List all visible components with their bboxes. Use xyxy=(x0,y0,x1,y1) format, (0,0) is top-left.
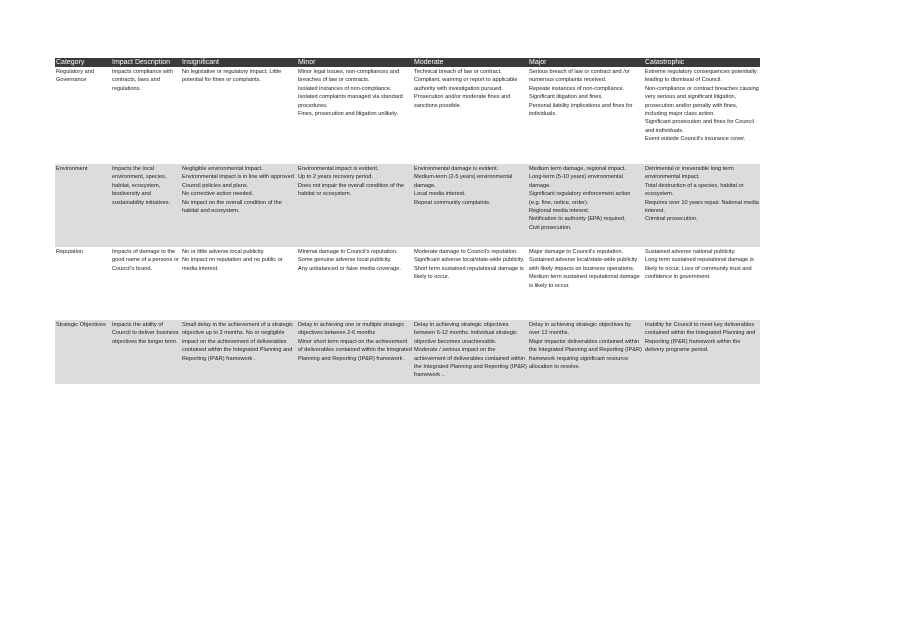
category-cell xyxy=(55,247,111,320)
cell-line: Extreme regulatory consequences potentially leading to dismissal of Council. xyxy=(645,69,757,84)
cell-line: Requires over 10 years repair. National media interest. xyxy=(645,199,759,215)
cell-line: Short term sustained reputational damage is likely to occur. xyxy=(414,265,524,281)
cell-line: Sustained adverse local/state-wide publicity with likely impacts on business operations. xyxy=(529,257,638,272)
minor-cell xyxy=(297,320,413,384)
insignificant-cell xyxy=(181,247,297,320)
cell-line: Local media interest. xyxy=(414,191,466,198)
cell-line: Major impactor deliverables contained within the Integrated Planning and Reporting (IP&R) framework requiring significant resource allocation to resolve. xyxy=(529,338,642,371)
header-catastrophic: Catastrophic xyxy=(644,58,760,67)
cell-line: Medium term sustained reputational damage is likely to occur. xyxy=(529,274,640,289)
table-row xyxy=(55,320,760,384)
cell-line: No or little adverse local publicity. xyxy=(182,249,265,255)
cell-line: Civil prosecution. xyxy=(529,224,572,231)
header-row xyxy=(55,58,760,67)
minor-cell xyxy=(297,247,413,320)
cell-line: Repeat community complaints. xyxy=(414,199,491,206)
cell-line: Impacts compliance with contracts, laws and regulations. xyxy=(112,69,173,92)
insignificant-cell xyxy=(181,67,297,164)
catastrophic-cell xyxy=(644,247,760,320)
cell-line: Sustained adverse national publicity. xyxy=(645,249,736,255)
category-cell xyxy=(55,320,111,384)
catastrophic-cell xyxy=(644,164,760,247)
category-cell xyxy=(55,67,111,164)
insignificant-cell xyxy=(181,164,297,247)
category-label: Reputation xyxy=(56,249,84,255)
moderate-cell xyxy=(413,320,528,384)
cell-line: Impacts the ability of Council to deliver business objectives the longer term. xyxy=(112,322,179,345)
cell-line: Moderate / serious impact on the achievement of deliverables contained within the Integrated Planning and Reporting (IP&R) framework .. xyxy=(414,347,527,379)
cell-line: Delay in achieving one or multiple strategic objectives between 2-6 months xyxy=(298,322,405,337)
cell-line: Long term sustained reputational damage is likely to occur. Loss of community trust and confidence in government. xyxy=(645,257,754,281)
cell-line: Notification to authority (EPA) required. xyxy=(529,216,626,223)
impact-cell xyxy=(111,320,181,384)
cell-line: Small delay in the achievement of a strategic objective up to 2 months. No or negligible impact on the achievement of deliverables contained within the Integrated Planning and Reporting (IP&R) framework . xyxy=(182,322,294,362)
cell-line: Personal liability implications and fines for individuals. xyxy=(529,102,633,118)
cell-line: Prosecution and/or moderate fines and sanctions possible. xyxy=(414,94,511,109)
category-cell xyxy=(55,164,111,247)
cell-line: No impact on the overall condition of the habitat and ecosystem. xyxy=(182,199,282,215)
cell-line: Repeate instances of non-compliance. xyxy=(529,85,625,92)
cell-line: No corrective action needed. xyxy=(182,191,254,198)
cell-line: Long-term (5-10 years) environmental damage. xyxy=(529,174,623,189)
insignificant-cell xyxy=(181,320,297,384)
header-major: Major xyxy=(528,58,644,67)
cell-line: No impact on reputation and no public or media interest. xyxy=(182,257,283,272)
cell-line: Up to 2 years recovery period. xyxy=(298,174,373,181)
table-row xyxy=(55,247,760,320)
cell-line: Technical breach of law or contract. xyxy=(414,69,502,75)
header-minor: Minor xyxy=(297,58,413,67)
moderate-cell xyxy=(413,164,528,247)
major-cell xyxy=(528,67,644,164)
cell-line: Impacts of damage to the good name of a persons or Council’s brand. xyxy=(112,249,179,272)
cell-line: Delay in achieving strategic objectives by over 12 months. xyxy=(529,322,631,337)
header-insignificant: Insignificant xyxy=(181,58,297,67)
minor-cell xyxy=(297,164,413,247)
category-label: Regulatory and Governance xyxy=(56,69,94,84)
cell-line: Delay in achieving strategic objectives between 6-12 months. individual strategic objective becomes unachievable. xyxy=(414,322,517,345)
cell-line: Medium term damage, regional impact. xyxy=(529,166,627,172)
category-label: Strategic Objectives xyxy=(56,322,106,328)
impact-cell xyxy=(111,164,181,247)
major-cell xyxy=(528,247,644,320)
catastrophic-cell xyxy=(644,320,760,384)
cell-line: Major damage to Council’s reputation. xyxy=(529,249,624,255)
cell-line: Medium-term (2-5 years) environmental damage. xyxy=(414,174,513,189)
header-category: Category xyxy=(55,58,111,67)
cell-line: Environmental impact is evident. xyxy=(298,166,379,172)
cell-line: Event outside Council’s insurance cover. xyxy=(645,136,746,143)
table-row xyxy=(55,67,760,164)
impact-cell xyxy=(111,67,181,164)
cell-line: Significant adverse local/state-wide publicity. xyxy=(414,257,525,264)
cell-line: Fines, prosecution and litigation unlikely. xyxy=(298,111,399,118)
cell-line: Significant regulatory enforcement action (e.g. fine, notice, order). xyxy=(529,191,631,206)
cell-line: Criminal prosecution. xyxy=(645,216,698,223)
catastrophic-cell xyxy=(644,67,760,164)
consequence-table xyxy=(55,58,760,384)
cell-line: Total destruction of a species, habitat or ecosystem. xyxy=(645,182,744,198)
cell-line: Any unbalanced or false media coverage. xyxy=(298,265,401,272)
cell-line: Moderate damage to Council’s reputation. xyxy=(414,249,518,255)
cell-line: Does not impair the overall condition of the habitat or ecosystem. xyxy=(298,182,405,198)
cell-line: Detrimental or irreversible long term environmental impact. xyxy=(645,166,734,181)
cell-line: Regional media interest. xyxy=(529,208,590,215)
cell-line: Minor short term impact on the achievement of deliverables contained within the Integrated Planning and Reporting (IP&R) framework . xyxy=(298,338,412,362)
risk-consequence-matrix xyxy=(55,58,760,384)
cell-line: Minor legal issues, non-compliances and breaches of law or contracts. xyxy=(298,69,400,84)
cell-line: Some genuine adverse local publicity. xyxy=(298,257,392,264)
impact-cell xyxy=(111,247,181,320)
cell-line: Isolated complaints managed via standard procedures. xyxy=(298,94,403,109)
cell-line: Non-compliance or contract breaches causing very serious and significant litigation, prosecution and/or penalty with fines, including major class action. xyxy=(645,85,759,118)
cell-line: Significant litigation and fines. xyxy=(529,94,603,101)
cell-line: Minimal damage to Council’s reputation. xyxy=(298,249,398,255)
cell-line: Isolated instances of non-compliance. xyxy=(298,85,392,92)
cell-line: Environmental impact is in line with approved Council policies and plans. xyxy=(182,174,294,189)
cell-line: Inability for Council to meet key deliverables contained within the Integrated Planning and Reporting (IP&R) framework within the delivery programe period. xyxy=(645,322,756,354)
cell-line: No legislative or regulatory impact. Little potential for fines or complaints. xyxy=(182,69,282,84)
header-moderate: Moderate xyxy=(413,58,528,67)
cell-line: Serious breach of law or contract and /or numerous complaints received. xyxy=(529,69,630,84)
category-label: Environment xyxy=(56,166,88,172)
moderate-cell xyxy=(413,247,528,320)
cell-line: Compliant, warning or report to applicable authority with investigation pursued. xyxy=(414,77,518,92)
cell-line: Significant prosecution and fines for Council and individuals. xyxy=(645,119,754,134)
cell-line: Negligible environmental impact. xyxy=(182,166,263,172)
minor-cell xyxy=(297,67,413,164)
table-row xyxy=(55,164,760,247)
major-cell xyxy=(528,320,644,384)
cell-line: Environmental damage is evident. xyxy=(414,166,499,172)
header-impact-description: Impact Description xyxy=(111,58,181,67)
moderate-cell xyxy=(413,67,528,164)
major-cell xyxy=(528,164,644,247)
cell-line: Impacts the local environment, species, habitat, ecosystem, biodiversity and sustainability initiatives. xyxy=(112,166,171,206)
